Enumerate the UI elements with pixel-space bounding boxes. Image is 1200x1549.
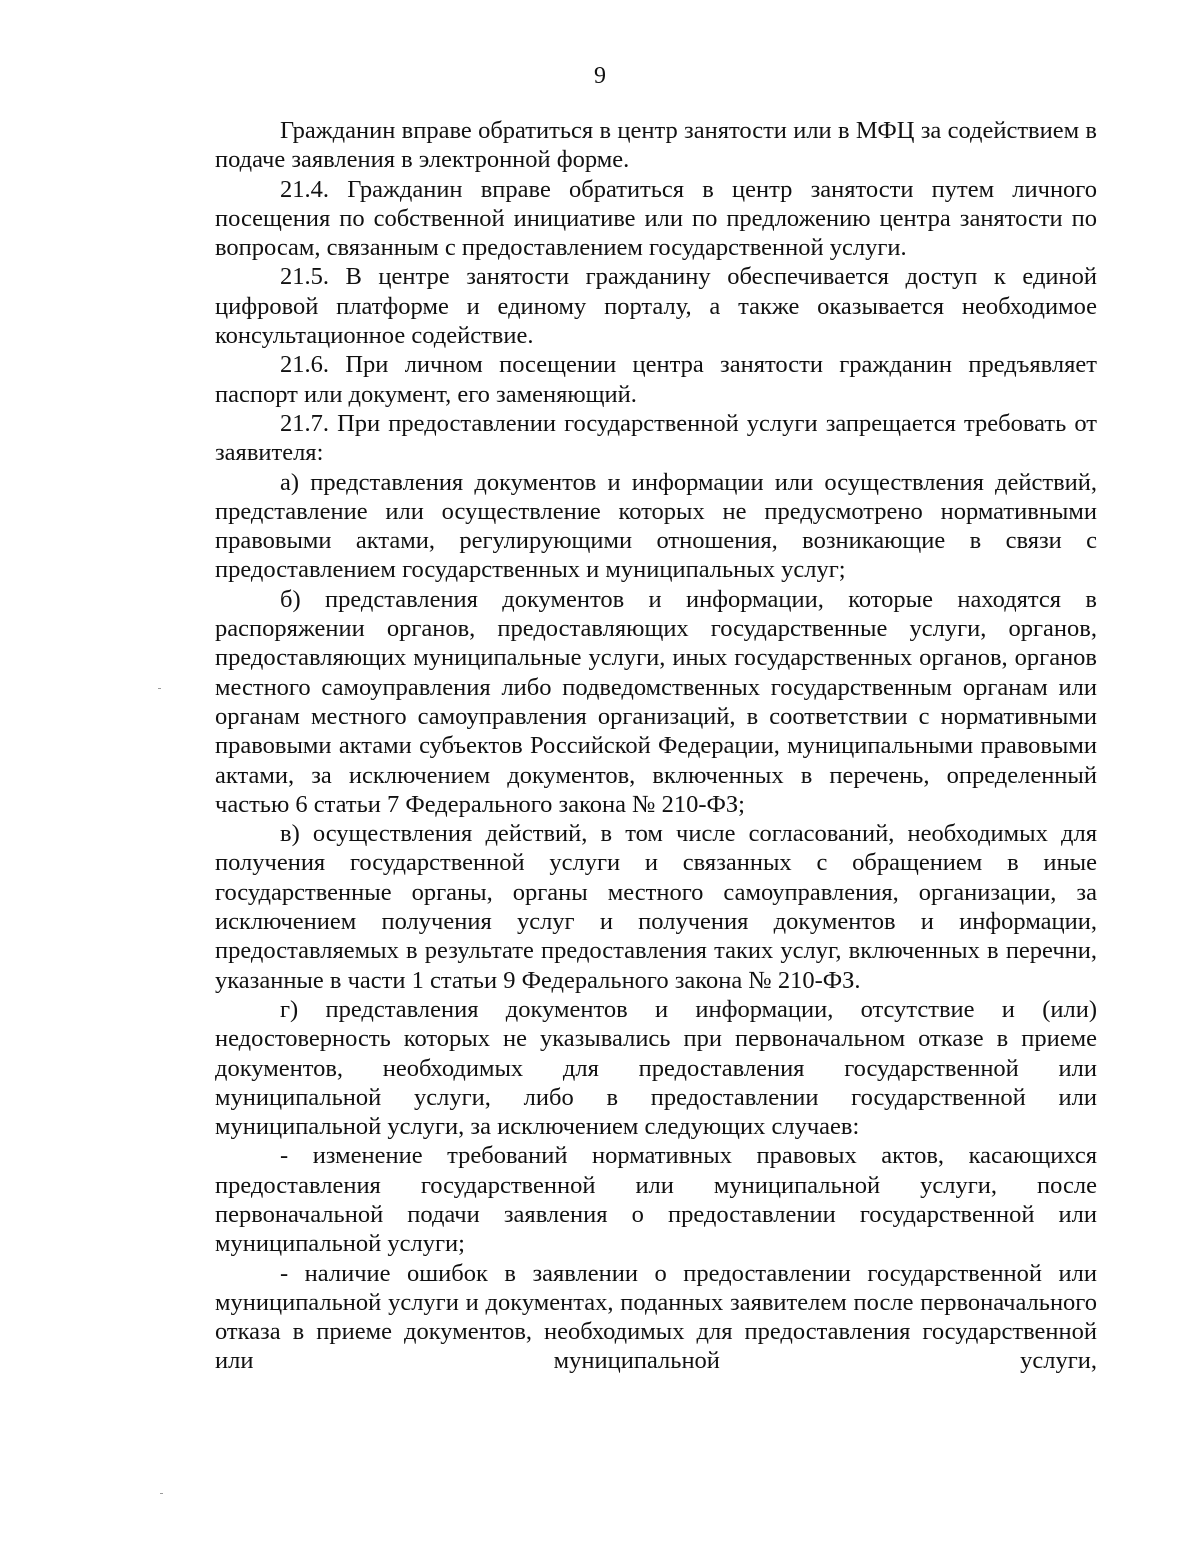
scan-mark — [158, 688, 161, 689]
paragraph-21-5: 21.5. В центре занятости гражданину обеспечивается доступ к единой цифровой платформе и единому порталу, а также оказывается необходимое консультационное содействие. — [215, 263, 1097, 350]
paragraph-item-a: а) представления документов и информации или осуществления действий, представление или осуществление которых не предусмотрено нормативными правовыми актами, регулирующими отношения, возникающие в связи с предоставлением государственных и муниципальных услуг; — [215, 468, 1097, 584]
page-number: 9 — [594, 63, 606, 89]
paragraph-21-7: 21.7. При предоставлении государственной услуги запрещается требовать от заявителя: — [215, 409, 1097, 467]
document-body — [215, 116, 1097, 1376]
paragraph-21-6: 21.6. При личном посещении центра занятости гражданин предъявляет паспорт или документ, его заменяющий. — [215, 351, 1097, 408]
paragraph-21-4: 21.4. Гражданин вправе обратиться в центр занятости путем личного посещения по собственной инициативе или по предложению центра занятости по вопросам, связанным с предоставлением государственной услуги. — [215, 175, 1097, 262]
scan-mark — [160, 1493, 163, 1494]
paragraph-dash-requirements-change: - изменение требований нормативных правовых актов, касающихся предоставления государственной или муниципальной услуги, после первоначальной подачи заявления о предоставлении государственной или муниципальной услуги; — [215, 1142, 1097, 1258]
paragraph-item-g: г) представления документов и информации, отсутствие и (или) недостоверность которых не указывались при первоначальном отказе в приеме документов, необходимых для предоставления государственной или муниципальной услуги, либо в предоставлении государственной или муниципальной услуги, за исключением следующих случаев: — [215, 995, 1097, 1141]
paragraph-item-v: в) осуществления действий, в том числе согласований, необходимых для получения государственной услуги и связанных с обращением в иные государственные органы, органы местного самоуправления, организации, за исключением получения услуг и получения документов и информации, предоставляемых в результате предоставления таких услуг, включенных в перечни, указанные в части 1 статьи 9 Федерального закона № 210-ФЗ. — [215, 820, 1097, 994]
paragraph-dash-errors: - наличие ошибок в заявлении о предоставлении государственной или муниципальной услуги и документах, поданных заявителем после первоначального отказа в приеме документов, необходимых для предоставления государственной или муниципальной услуги, — [215, 1259, 1097, 1375]
paragraph-mfc-assistance: Гражданин вправе обратиться в центр занятости или в МФЦ за содействием в подаче заявления в электронной форме. — [215, 117, 1097, 174]
paragraph-item-b: б) представления документов и информации, которые находятся в распоряжении органов, предоставляющих государственные услуги, органов, предоставляющих муниципальные услуги, иных государственных органов, органов местного самоуправления либо подведомственных государственным органам или органам местного самоуправления организаций, в соответствии с нормативными правовыми актами субъектов Российской Федерации, муниципальными правовыми актами, за исключением документов, включенных в перечень, определенный частью 6 статьи 7 Федерального закона № 210-ФЗ; — [215, 585, 1097, 818]
